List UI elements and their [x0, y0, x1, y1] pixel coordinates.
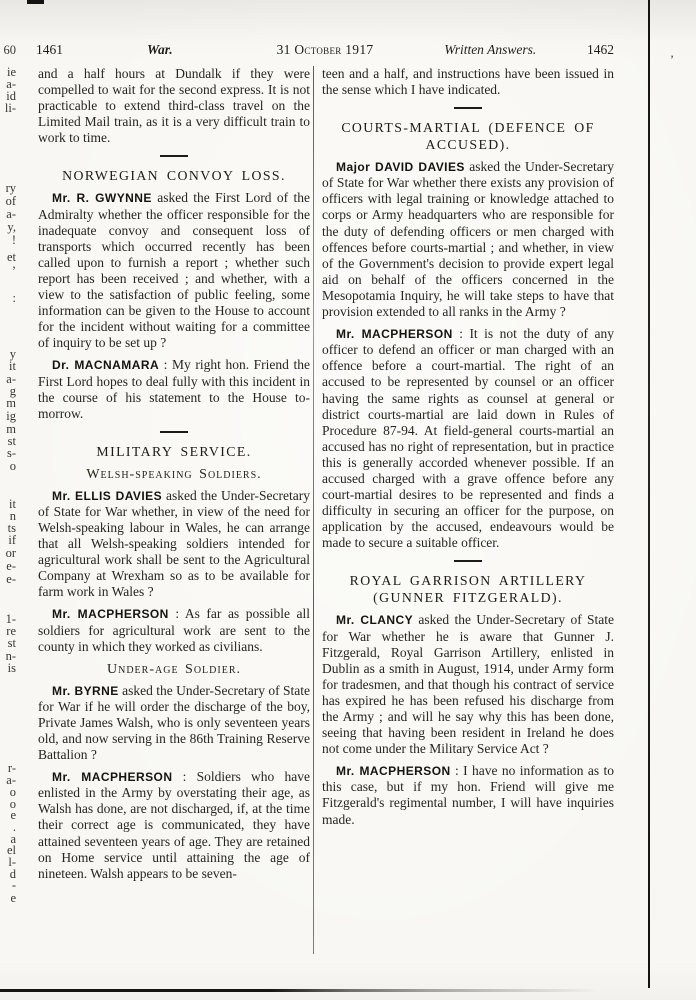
- bleed-fragment: o: [9, 797, 16, 811]
- page-edge-line-right: [648, 0, 650, 988]
- section-divider: [322, 107, 614, 109]
- speaker-name: Mr. CLANCY: [336, 613, 414, 628]
- date-year: 1917: [345, 42, 374, 57]
- bleed-fragment: e-: [6, 572, 16, 586]
- bleed-fragment: or: [5, 546, 16, 560]
- divider-rule: [160, 155, 188, 157]
- bleed-fragment: :: [12, 291, 16, 305]
- section-heading: NORWEGIAN CONVOY LOSS.: [62, 168, 286, 184]
- bleed-fragment: m: [6, 396, 16, 410]
- bleed-fragment: id: [6, 89, 16, 103]
- bleed-fragment: n: [9, 509, 16, 523]
- adjacent-page-bleed: [0, 0, 20, 1000]
- bleed-fragment: g: [9, 384, 16, 398]
- bleed-fragment: r-: [7, 761, 16, 775]
- right-column: [322, 66, 614, 968]
- qa-paragraph: Dr. MACNAMARA : My right hon. Friend the First Lord hopes to deal fully with this incident in the course of his statement to the House to-morrow.: [38, 357, 310, 421]
- bleed-fragment: e: [10, 808, 16, 822]
- bleed-fragment: a-: [6, 77, 16, 91]
- speaker-name: Mr. ELLIS DAVIES: [52, 488, 163, 503]
- qa-paragraph: Mr. MACPHERSON : It is not the duty of any officer to defend an officer or man charged with an offence before a court-martial. The right of an accused to be represented by counsel or an officer having the same rights as counsel at general or district courts-martial are laid down in Rules of Procedure 87-94. At field-general courts-martial an accused has no right of representation, but in practice this is generally accorded whenever possible. If an accused charged with a grave offence before any court-martial desires to be represented and finds a difficulty in securing an officer for the purpose, on application by the accused, endeavours would be made to secure a suitable officer.: [322, 326, 614, 551]
- divider-rule: [454, 560, 482, 562]
- divider-rule: [160, 431, 188, 433]
- section-heading: MILITARY SERVICE.: [96, 443, 252, 459]
- scan-corner-mark: [27, 0, 44, 4]
- scan-speck: ’: [670, 52, 674, 66]
- bleed-fragment: l-: [8, 855, 16, 869]
- bleed-fragment: it: [9, 497, 16, 511]
- bleed-fragment: ig: [6, 409, 16, 423]
- header-date: [232, 42, 419, 58]
- bleed-fragment: ry: [5, 181, 16, 195]
- bleed-fragment: et: [6, 250, 16, 264]
- bleed-fragment: ts: [7, 521, 16, 535]
- bleed-fragment: 60: [3, 43, 16, 57]
- speaker-name: Major DAVID DAVIES: [336, 160, 465, 175]
- section-divider: [322, 560, 614, 562]
- bleed-fragment: it: [9, 359, 16, 373]
- bleed-fragment: e: [10, 891, 16, 905]
- speaker-name: Mr. MACPHERSON: [52, 607, 169, 622]
- bleed-fragment: e-: [6, 559, 16, 573]
- bleed-fragment: el: [6, 843, 16, 857]
- continuation-paragraph: and a half hours at Dundalk if they were compelled to wait for the second express. It is not practicable to extend third-class travel on the Limited Mail train, as it is a very difficult train to work to time.: [38, 66, 310, 146]
- section-divider: [38, 155, 310, 157]
- bleed-fragment: re: [6, 624, 16, 638]
- left-column: [38, 66, 310, 968]
- bleed-fragment: is: [7, 661, 16, 675]
- bleed-fragment: a: [10, 832, 16, 846]
- page-header: [36, 42, 614, 58]
- bleed-fragment: a-: [6, 372, 16, 386]
- qa-paragraph: Mr. MACPHERSON : I have no information as to this case, but if my hon. Friend will give me Fitzgerald's regimental number, I will have inquiries made.: [322, 763, 614, 827]
- bleed-fragment: -: [11, 878, 16, 892]
- bleed-fragment: if: [8, 533, 16, 547]
- bleed-fragment: .: [12, 820, 16, 834]
- running-title-left: War.: [147, 42, 173, 57]
- running-title-right: Written Answers.: [444, 42, 537, 57]
- qa-paragraph: Major DAVID DAVIES asked the Under-Secretary of State for War whether there exists any provision of officers with legal training or knowledge attached to corps or Army headquarters who are responsible for the duty of defending officers or men charged with offences before courts-martial ; and whether, in view of the Government's decision to provide expert legal aid on behalf of the officers concerned in the Mesopotamia Inquiry, he will take steps to have that provision extended to all ranks in the Army ?: [322, 159, 614, 320]
- speaker-name: Dr. MACNAMARA: [52, 358, 160, 373]
- bleed-fragment: s-: [6, 446, 16, 460]
- qa-paragraph: Mr. MACPHERSON : Soldiers who have enlisted in the Army by overstating their age, as Walsh has done, are not discharged, if, at the time their correct age is communicated, they have attained seventeen years of age. They are retained on Home service until attaining the age of nineteen. Walsh appears to be seven-: [38, 769, 310, 881]
- qa-paragraph: Mr. ELLIS DAVIES asked the Under-Secretary of State for War whether, in view of the need for Welsh-speaking labour in Wales, he can arrange that all Welsh-speaking soldiers intended for agricultural work shall be sent to the Agricultural Company at Wrexham so as to be available for farm work in Wales ?: [38, 487, 310, 600]
- date-month: October: [294, 42, 342, 57]
- qa-paragraph: Mr. BYRNE asked the Under-Secretary of State for War if he will order the discharge of the boy, Private James Walsh, who is only seventeen years old, and now serving in the 86th Training Reserve Battalion ?: [38, 682, 311, 763]
- scan-smudge: [0, 0, 696, 42]
- bleed-fragment: o: [9, 785, 16, 799]
- page-edge-line-bottom: [0, 989, 600, 992]
- section-subheading: Under-age Soldier.: [107, 661, 241, 677]
- continuation-paragraph: teen and a half, and instructions have been issued in the sense which I have indicated.: [322, 66, 614, 98]
- section-divider: [38, 431, 310, 433]
- section-heading: COURTS-MARTIAL (DEFENCE OF ACCUSED).: [341, 120, 595, 153]
- bleed-fragment: st: [7, 636, 16, 650]
- bleed-fragment: ie: [6, 65, 16, 79]
- qa-paragraph: Mr. CLANCY asked the Under-Secretary of State for War whether he is aware that Gunner J. Fitzgerald, Royal Garrison Artillery, enlisted in Dublin as a smith in August, 1914, under Army form for tradesmen, and that though his contract of service has expired he has been refused his discharge from the Army ; and will he say why this has been done, seeing that having been resident in Ireland he does not come under the Military Service Act ?: [322, 612, 614, 757]
- speaker-name: Mr. BYRNE: [52, 683, 119, 698]
- qa-paragraph: Mr. MACPHERSON : As far as possible all soldiers for agricultural work are sent to the county in which they worked as civilians.: [38, 606, 310, 654]
- speaker-name: Mr. MACPHERSON: [336, 327, 453, 342]
- bleed-fragment: st: [7, 434, 16, 448]
- date-day: 31: [276, 42, 291, 57]
- bleed-fragment: y: [9, 347, 16, 361]
- bleed-fragment: n-: [5, 649, 16, 663]
- section-heading: ROYAL GARRISON ARTILLERY (GUNNER FITZGERALD).: [349, 573, 587, 606]
- bleed-fragment: y,: [7, 220, 16, 234]
- bleed-fragment: li-: [4, 101, 16, 115]
- column-number-left: 1461: [36, 42, 63, 57]
- speaker-name: Mr. MACPHERSON: [52, 770, 173, 785]
- bleed-fragment: ’: [11, 264, 16, 278]
- bleed-fragment: m: [6, 422, 16, 436]
- bleed-fragment: !: [11, 233, 16, 247]
- divider-rule: [454, 107, 482, 109]
- bleed-fragment: of: [5, 194, 16, 208]
- bleed-fragment: a-: [6, 773, 16, 787]
- speaker-name: Mr. MACPHERSON: [336, 764, 451, 779]
- bleed-fragment: a-: [6, 207, 16, 221]
- speaker-name: Mr. R. GWYNNE: [52, 191, 152, 206]
- column-number-right: 1462: [587, 42, 615, 57]
- qa-paragraph: Mr. R. GWYNNE asked the First Lord of the Admiralty whether the officer responsible for the inadequate convoy and consequent loss of transports which occurred recently has been called upon to furnish a report ; whether such report has been received ; and whether, with a view to the satisfaction of public feeling, some information can be given to the House to account for the incident without waiting for a committee of inquiry to be set up ?: [38, 190, 310, 351]
- section-subheading: Welsh-speaking Soldiers.: [86, 466, 262, 482]
- bleed-fragment: 1-: [5, 612, 16, 626]
- bleed-fragment: d: [9, 867, 16, 881]
- text-columns: [38, 66, 614, 968]
- bleed-fragment: o: [9, 459, 16, 473]
